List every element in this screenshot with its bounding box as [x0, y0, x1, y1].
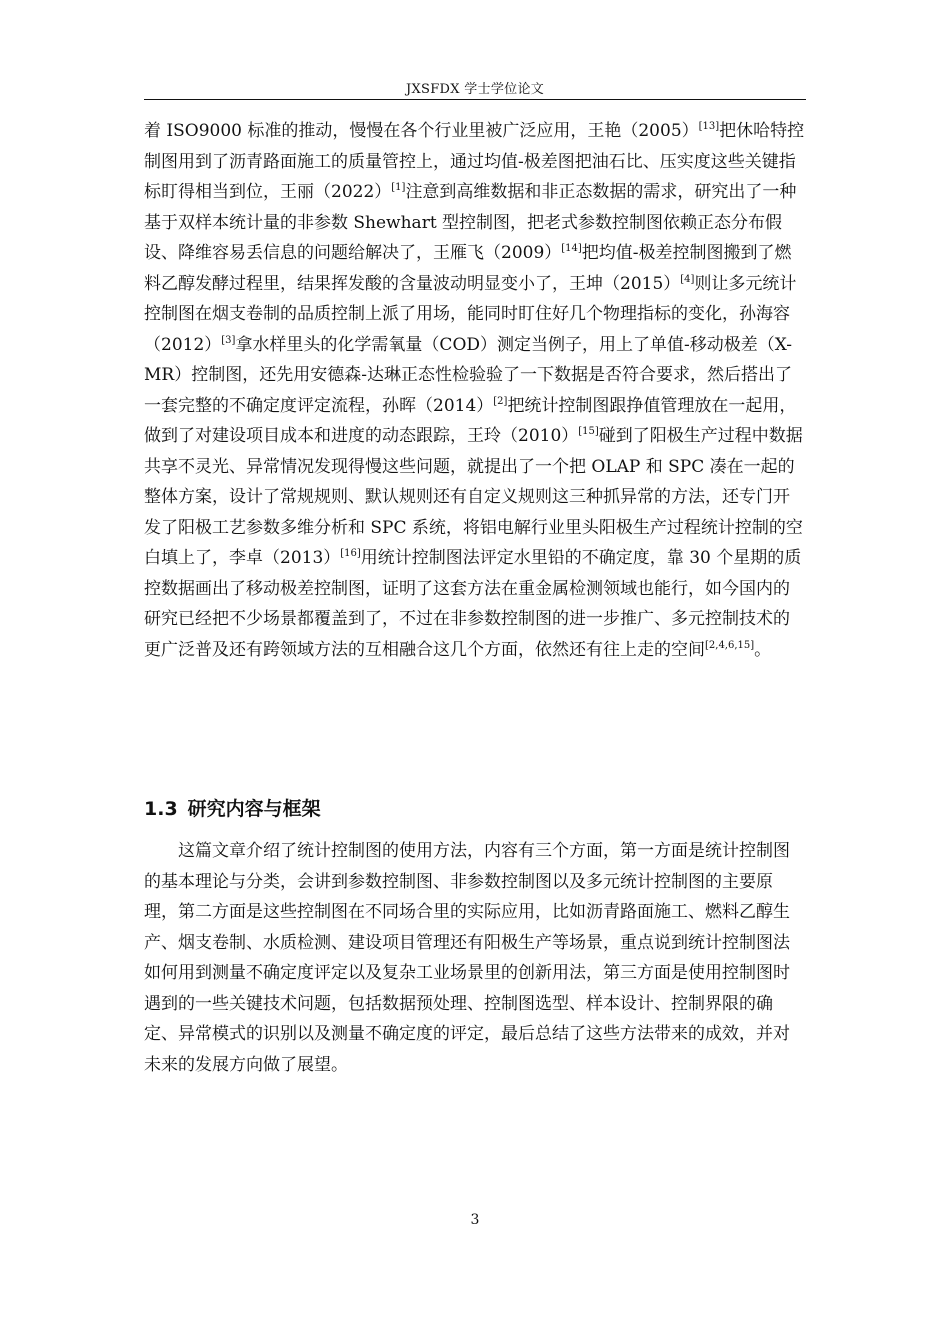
section-heading: [144, 794, 321, 821]
running-header: JXSFDX 学士学位论文: [405, 82, 545, 97]
header-rule: [144, 99, 806, 100]
citation-15[interactable]: [15]: [578, 426, 599, 437]
para1-text-2: 把休哈特控制图用到了沥青路面施工的质量管控上，通过均值-极差图把油石比、压实度这些关键指标盯得相当到位，王丽（2022）: [144, 121, 805, 202]
body-paragraph-1: [144, 116, 806, 665]
citation-4[interactable]: [4]: [680, 273, 695, 285]
para1-text-3: 注意到高维数据和非正态数据的需求，研究出了一种基于双样本统计量的非参数 Shewhart 型控制图，把老式参数控制图依赖正态分布假设、降维容易丢信息的问题给解决了，王雁飞（2009）: [144, 182, 797, 263]
citation-1[interactable]: [1]: [391, 182, 406, 193]
para1-text-6: 拿水样里头的化学需氧量（COD）测定当例子，用上了单值-移动极差（X-MR）控制图，还先用安德森-达琳正态性检验验了一下数据是否符合要求，然后搭出了一套完整的不确定度评定流程，孙晖（2014）: [144, 334, 792, 416]
para1-text-4: 把均值-极差控制图搬到了燃料乙醇发酵过程里，结果挥发酸的含量波动明显变小了，王坤（2015）: [144, 243, 792, 294]
citation-14[interactable]: [14]: [561, 243, 582, 254]
section-title-text: 研究内容与框架: [187, 798, 321, 820]
para1-text-9: 用统计控制图法评定水里铅的不确定度，靠 30 个星期的质控数据画出了移动极差控制图，证明了这套方法在重金属检测领域也能行，如今国内的研究已经把不少场景都覆盖到了，不过在非参数控制图的进一步推广、多元控制技术的更广泛普及还有跨领域方法的互相融合这几个方面，依然还有往上走的空间: [144, 548, 802, 660]
para1-text-10: 。: [754, 639, 772, 660]
citation-13[interactable]: [13]: [698, 121, 720, 132]
body-paragraph-2: 这篇文章介绍了统计控制图的使用方法，内容有三个方面，第一方面是统计控制图的基本理论与分类，会讲到参数控制图、非参数控制图以及多元统计控制图的主要原理，第二方面是这些控制图在不同场合里的实际应用，比如沥青路面施工、燃料乙醇生产、烟支卷制、水质检测、建设项目管理还有阳极生产等场景，重点说到统计控制图法如何用到测量不确定度评定以及复杂工业场景里的创新用法，第三方面是使用控制图时遇到的一些关键技术问题，包括数据预处理、控制图选型、样本设计、控制界限的确定、异常模式的识别以及测量不确定度的评定，最后总结了这些方法带来的成效，并对未来的发展方向做了展望。: [144, 841, 790, 1075]
section-number: 1.3: [144, 798, 178, 820]
para1-text-1: 着 ISO9000 标准的推动，慢慢在各个行业里被广泛应用，王艳（2005）: [144, 121, 699, 141]
citation-2[interactable]: [2]: [493, 395, 508, 407]
para1-text-8: 碰到了阳极生产过程中数据共享不灵光、异常情况发现得慢这些问题，就提出了一个把 OLAP 和 SPC 凑在一起的整体方案，设计了常规规则、默认规则还有自定义规则这三种抓异常的方法，还专门开发了阳极工艺参数多维分析和 SPC 系统，将铝电解行业里头阳极生产过程统计控制的空白填上了，李卓（2013）: [144, 426, 803, 568]
para1-text-5: 则让多元统计控制图在烟支卷制的品质控制上派了用场，能同时盯住好几个物理指标的变化，孙海容（2012）: [144, 273, 797, 355]
para1-text-7: 把统计控制图跟挣值管理放在一起用，做到了对建设项目成本和进度的动态跟踪，王玲（2010）: [144, 395, 797, 446]
citation-2-4-6-15[interactable]: [2,4,6,15]: [705, 639, 755, 651]
page-number: 3: [470, 1212, 480, 1228]
citation-16[interactable]: [16]: [340, 548, 361, 559]
citation-3[interactable]: [3]: [221, 334, 236, 346]
